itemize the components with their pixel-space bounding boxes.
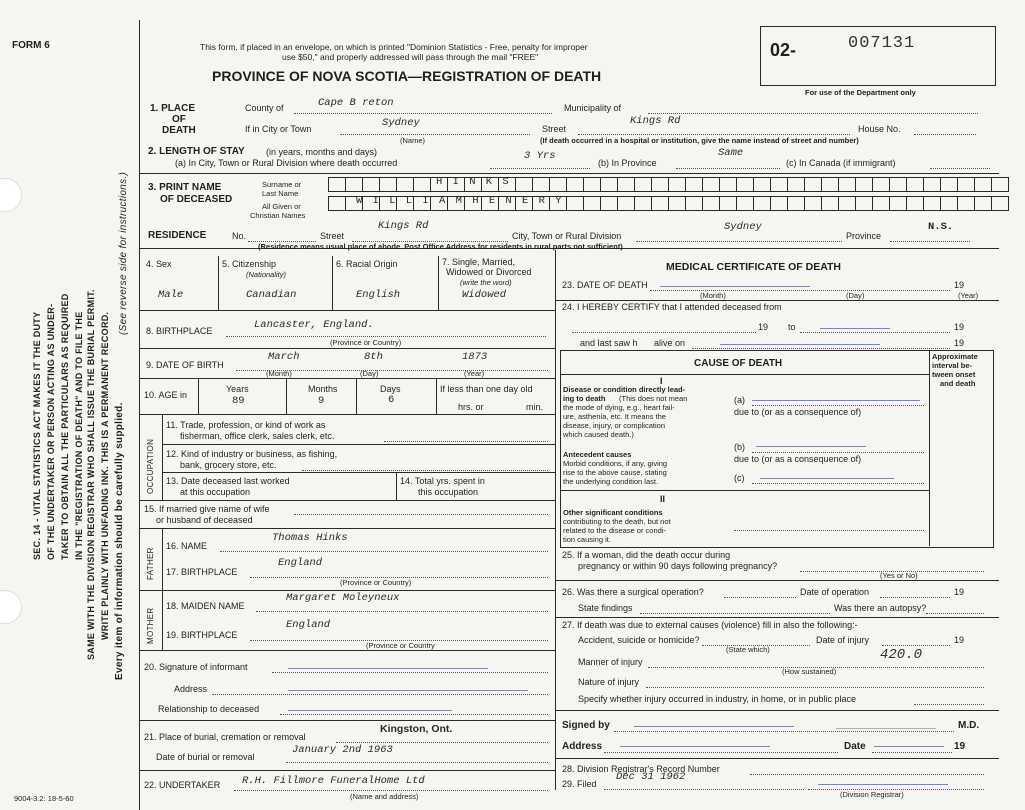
father-name: Thomas Hinks — [272, 532, 348, 544]
age-years: 89 — [232, 395, 245, 407]
name-cell — [872, 196, 890, 211]
age-days: 6 — [388, 394, 395, 406]
name-cell — [583, 196, 601, 211]
dob-label: 9. DATE OF BIRTH — [146, 360, 224, 370]
burial-date-label: Date of burial or removal — [156, 752, 255, 762]
registrar-signature — [818, 772, 948, 785]
house-label: House No. — [858, 124, 901, 134]
name-cell — [600, 196, 618, 211]
q12-label: 12. Kind of industry or business, as fishing, — [166, 449, 338, 459]
months-label: Months — [308, 384, 338, 394]
name-cell — [345, 177, 363, 192]
name-cell — [906, 196, 924, 211]
min-label: min. — [526, 402, 544, 412]
informant-signature — [288, 656, 488, 669]
medical-heading: MEDICAL CERTIFICATE OF DEATH — [666, 261, 841, 273]
name-cell — [940, 196, 958, 211]
q29-label: 29. Filed — [562, 779, 597, 789]
name-cell — [413, 177, 431, 192]
hospital-note: (If death occurred in a hospital or institution, give the name instead of street and number) — [540, 136, 859, 145]
residence-city: Sydney — [724, 221, 762, 233]
stay-b-value: Same — [718, 147, 744, 159]
name-cell — [702, 196, 720, 211]
name-cell — [651, 196, 669, 211]
undertaker-label: 22. UNDERTAKER — [144, 780, 221, 790]
name-cell — [379, 177, 397, 192]
name-cell — [957, 177, 975, 192]
racial-label: 6. Racial Origin — [336, 259, 398, 269]
notice-line: This form, if placed in an envelope, on which is printed "Dominion Statistics - Free, penalty for improper — [200, 42, 588, 52]
disease-label: ing to death — [563, 394, 606, 403]
name-cell — [838, 177, 856, 192]
birthplace-note: (Province or Country) — [330, 338, 402, 347]
name-cell — [804, 177, 822, 192]
name-cell — [668, 196, 686, 211]
side-note: TAKER TO OBTAIN ALL THE PARTICULARS AS REQUIRED — [60, 293, 70, 560]
physician-signature — [634, 714, 794, 727]
name-cell — [668, 177, 686, 192]
name-cell — [617, 196, 635, 211]
interval-heading: tween onset — [932, 370, 976, 379]
occupation-vertical: OCCUPATION — [146, 438, 155, 494]
days-label: Days — [380, 384, 401, 394]
surname-cells — [328, 177, 1008, 192]
signed-year: 19 — [954, 741, 966, 752]
name-cell — [617, 177, 635, 192]
signed-date-handwritten — [874, 734, 944, 747]
mother-maiden-label: 18. MAIDEN NAME — [166, 601, 245, 611]
name-note: (Name) — [400, 136, 426, 145]
physician-stamp — [836, 716, 936, 729]
cause-heading: CAUSE OF DEATH — [694, 358, 783, 369]
name-cell — [753, 196, 771, 211]
city-label: If in City or Town — [245, 124, 312, 134]
registration-number: 007131 — [848, 34, 916, 53]
informant-sig-label: 20. Signature of informant — [144, 662, 248, 672]
stay-note: (in years, months and days) — [266, 147, 378, 157]
certify-to-handwritten — [820, 316, 890, 329]
classification-code: 420.0 — [880, 647, 923, 663]
certify-year: 19 — [758, 322, 769, 332]
marital-label: 7. Single, Married, — [442, 257, 516, 267]
death-day-note: (Day) — [846, 291, 865, 300]
q14-label: 14. Total yrs. spent in — [400, 476, 485, 486]
print-name-label: 3. PRINT NAME — [148, 182, 222, 193]
q13-label: at this occupation — [180, 487, 251, 497]
name-cell — [753, 177, 771, 192]
surname-value: H I N K S — [436, 176, 511, 188]
q11-label: fisherman, office clerk, sales clerk, etc. — [180, 431, 335, 441]
punch-hole — [0, 178, 22, 212]
form-title: PROVINCE OF NOVA SCOTIA—REGISTRATION OF DEATH — [212, 68, 602, 84]
name-cell — [583, 177, 601, 192]
cause-c-handwritten — [760, 466, 894, 479]
name-cell — [787, 177, 805, 192]
stay-a-value: 3 Yrs — [524, 150, 556, 162]
margin-rule — [139, 20, 140, 810]
name-cell — [634, 196, 652, 211]
disease-label: (This does not mean — [619, 394, 688, 403]
name-cell — [549, 177, 567, 192]
alive-label: alive on — [654, 338, 686, 348]
name-cell — [566, 196, 584, 211]
burial-place: Kingston, Ont. — [380, 723, 453, 735]
footer-code: 9004-3.2: 18-5-60 — [14, 794, 74, 803]
burial-date: January 2nd 1963 — [292, 744, 393, 756]
dob-day: 8th — [364, 351, 383, 363]
punch-hole — [0, 590, 22, 624]
residence-note: (Residence means usual place of abode. Post Office Address for residents in rural parts not sufficient) — [258, 242, 623, 251]
name-cell — [685, 196, 703, 211]
given-label: All Given or — [262, 202, 301, 211]
father-birthplace-label: 17. BIRTHPLACE — [166, 567, 238, 577]
filed-date: Dec 31 1962 — [616, 771, 686, 783]
q27-label: 27. If death was due to external causes (violence) fill in also the following:- — [562, 620, 858, 630]
informant-relationship — [288, 698, 452, 711]
county-value: Cape B reton — [318, 97, 394, 109]
marital-value: Widowed — [462, 289, 507, 301]
certify-year-2: 19 — [954, 322, 965, 332]
side-note: OF THE UNDERTAKER OR PERSON ACTING AS UNDER- — [46, 303, 56, 560]
death-month-note: (Month) — [700, 291, 726, 300]
name-cell — [821, 196, 839, 211]
q27-date-label: Date of injury — [816, 635, 870, 645]
name-cell — [736, 177, 754, 192]
q12-label: bank, grocery store, etc. — [180, 460, 277, 470]
q27-specify-label: Specify whether injury occurred in industry, in home, or in public place — [578, 694, 856, 704]
interval-heading: interval be- — [932, 361, 973, 370]
name-cell — [787, 196, 805, 211]
stay-label: 2. LENGTH OF STAY — [148, 146, 245, 157]
municipality-label: Municipality of — [564, 103, 622, 113]
signed-date-label: Date — [844, 741, 866, 752]
county-label: County of — [245, 103, 284, 113]
q27-manner-label: Manner of injury — [578, 657, 643, 667]
name-cell — [719, 177, 737, 192]
name-cell — [906, 177, 924, 192]
side-note: IN THE "REGISTRATION OF DEATH" AND TO FILE THE — [74, 311, 84, 560]
name-cell — [855, 177, 873, 192]
name-cell — [974, 177, 992, 192]
q26-findings-label: State findings — [578, 603, 633, 613]
birthplace-value: Lancaster, England. — [254, 319, 374, 331]
name-cell — [889, 177, 907, 192]
age-months: 9 — [318, 395, 325, 407]
name-cell — [889, 196, 907, 211]
disease-label: Disease or condition directly lead- — [563, 385, 686, 394]
hrs-label: hrs. or — [458, 402, 484, 412]
undertaker-note: (Name and address) — [350, 792, 419, 801]
street-label: Street — [542, 124, 567, 134]
antecedent-label: Morbid conditions, if any, giving — [563, 459, 668, 468]
q26-date-label: Date of operation — [800, 587, 870, 597]
citizenship-label: 5. Citizenship — [222, 259, 277, 269]
md-label: M.D. — [958, 720, 980, 731]
name-cell — [838, 196, 856, 211]
mother-maiden: Margaret Moleyneux — [286, 592, 400, 604]
year-note: (Year) — [464, 369, 485, 378]
sex-label: 4. Sex — [146, 259, 172, 269]
name-cell — [923, 177, 941, 192]
antecedent-label: Antecedent causes — [563, 450, 632, 459]
q14-label: this occupation — [418, 487, 479, 497]
antecedent-label: the underlying condition last. — [563, 477, 659, 486]
residence-province-label: Province — [846, 231, 882, 241]
name-cell — [736, 196, 754, 211]
disease-label: disease, injury, or complication — [563, 421, 665, 430]
racial-value: English — [356, 289, 401, 301]
dob-year: 1873 — [462, 351, 488, 363]
day-note: (Day) — [360, 369, 379, 378]
disease-label: which caused death.) — [563, 430, 634, 439]
antecedent-label: rise to the above cause, stating — [563, 468, 667, 477]
name-cell — [651, 177, 669, 192]
last-saw-handwritten — [720, 332, 880, 345]
cause-c-label: (c) — [734, 473, 745, 483]
burial-place-label: 21. Place of burial, cremation or removal — [144, 732, 306, 742]
informant-address-label: Address — [174, 684, 208, 694]
name-cell — [804, 196, 822, 211]
citizenship-note: (Nationality) — [246, 270, 287, 279]
department-note: For use of the Department only — [805, 88, 916, 97]
cause-a-label: (a) — [734, 395, 745, 405]
other-label: contributing to the death, but not — [563, 517, 671, 526]
residence-street-label: Street — [320, 231, 345, 241]
surname-label: Last Name — [262, 189, 299, 198]
q27-accident-label: Accident, suicide or homicide? — [578, 635, 700, 645]
disease-label: ure, asthenia, etc. It means the — [563, 412, 666, 421]
father-name-label: 16. NAME — [166, 541, 208, 551]
form-number: FORM 6 — [12, 40, 50, 51]
stay-c-label: (c) In Canada (if immigrant) — [786, 158, 896, 168]
name-cell — [634, 177, 652, 192]
name-cell — [532, 177, 550, 192]
cause-a-handwritten — [752, 388, 920, 401]
cause-b-handwritten — [756, 434, 866, 447]
marital-label: Widowed or Divorced — [446, 267, 532, 277]
mother-birthplace-label: 19. BIRTHPLACE — [166, 630, 238, 640]
registration-prefix: 02- — [770, 40, 797, 60]
certify-to: to — [788, 322, 796, 332]
q26-year: 19 — [954, 587, 965, 597]
residence-no-label: No. — [232, 231, 247, 241]
q26-autopsy-label: Was there an autopsy? — [834, 603, 927, 613]
residence-city-label: City, Town or Rural Division — [512, 231, 622, 241]
name-cell — [991, 177, 1009, 192]
side-note-instruction: Every item of information should be carefully supplied. — [114, 402, 125, 680]
other-label: related to the disease or condi- — [563, 526, 666, 535]
due-to-label: due to (or as a consequence of) — [734, 454, 862, 464]
other-label: Other significant conditions — [563, 508, 663, 517]
mother-birthplace: England — [286, 619, 331, 631]
name-cell — [685, 177, 703, 192]
name-cell — [328, 177, 346, 192]
q28-label: 28. Division Registrar's Record Number — [562, 764, 720, 774]
division-registrar-note: (Division Registrar) — [840, 790, 904, 799]
surname-label: Surname or — [262, 180, 302, 189]
q25-label: pregnancy or within 90 days following pregnancy? — [578, 561, 778, 571]
spouse-label: or husband of deceased — [156, 515, 253, 525]
disease-label: the mode of dying, e.g., heart fail- — [563, 403, 675, 412]
last-saw-label: and last saw h — [580, 338, 638, 348]
certify-label: 24. I HEREBY CERTIFY that I attended deceased from — [562, 302, 782, 312]
name-cell — [855, 196, 873, 211]
side-note: SEC. 14 - VITAL STATISTICS ACT MAKES IT THE DUTY — [32, 311, 42, 560]
month-note: (Month) — [266, 369, 292, 378]
interval-heading: Approximate — [932, 352, 978, 361]
age-label: 10. AGE in — [144, 390, 188, 400]
name-cell — [719, 196, 737, 211]
name-cell — [821, 177, 839, 192]
death-date-label: 23. DATE OF DEATH — [562, 280, 648, 290]
name-cell — [991, 196, 1009, 211]
residence-street: Kings Rd — [378, 220, 429, 232]
name-cell — [702, 177, 720, 192]
name-cell — [770, 196, 788, 211]
q27-nature-label: Nature of injury — [578, 677, 640, 687]
side-note-reverse: (See reverse side for instructions.) — [118, 171, 129, 335]
due-to-label: due to (or as a consequence of) — [734, 407, 862, 417]
city-value: Sydney — [382, 117, 420, 129]
years-label: Years — [226, 384, 249, 394]
name-cell — [328, 196, 346, 211]
name-cell — [770, 177, 788, 192]
father-vertical: FATHER — [146, 547, 155, 580]
father-birthplace-note: (Province or Country) — [340, 578, 412, 587]
last-saw-year: 19 — [954, 338, 965, 348]
place-label: OF — [172, 114, 186, 125]
signed-address-label: Address — [562, 741, 603, 752]
name-cell — [566, 177, 584, 192]
name-cell — [872, 177, 890, 192]
given-value: W I L L I A M H E N E R Y — [356, 195, 564, 207]
notice-line: use $50," and properly addressed will pass through the mail "FREE" — [282, 52, 539, 62]
signed-by-label: Signed by — [562, 720, 610, 731]
name-cell — [923, 196, 941, 211]
print-name-label: OF DECEASED — [160, 194, 233, 205]
name-cell — [957, 196, 975, 211]
stay-a-label: (a) In City, Town or Rural Division where death occurred — [175, 158, 398, 168]
q27-how-note: (How sustained) — [782, 667, 837, 676]
side-note: SAME WITH THE DIVISION REGISTRAR WHO SHALL ISSUE THE BURIAL PERMIT. — [86, 289, 96, 660]
death-date-year-prefix: 19 — [954, 280, 965, 290]
q25-yes-no: (Yes or No) — [880, 571, 918, 580]
mother-birthplace-note: (Province or Country — [366, 641, 435, 650]
death-year-note: (Year) — [958, 291, 979, 300]
stay-b-label: (b) In Province — [598, 158, 657, 168]
residence-province: N.S. — [928, 221, 954, 233]
name-cell — [974, 196, 992, 211]
q13-label: 13. Date deceased last worked — [166, 476, 290, 486]
part-1: I — [660, 376, 663, 386]
name-cell — [600, 177, 618, 192]
part-2: II — [660, 494, 666, 504]
name-cell — [396, 177, 414, 192]
mother-vertical: MOTHER — [146, 607, 155, 644]
q27-state-note: (State which) — [726, 645, 770, 654]
sex-value: Male — [158, 289, 184, 301]
relationship-label: Relationship to deceased — [158, 704, 260, 714]
street-value: Kings Rd — [630, 115, 681, 127]
given-label: Christian Names — [250, 211, 306, 220]
dob-month: March — [268, 351, 300, 363]
marital-note: (write the word) — [460, 278, 512, 287]
side-note: WRITE PLAINLY WITH UNFADING INK. THIS IS A PERMANENT RECORD. — [100, 311, 110, 640]
place-label: DEATH — [162, 125, 196, 136]
q11-label: 11. Trade, profession, or kind of work as — [166, 420, 326, 430]
death-date-handwritten — [660, 274, 810, 287]
name-cell — [515, 177, 533, 192]
other-label: tion causing it. — [563, 535, 611, 544]
undertaker-value: R.H. Fillmore FuneralHome Ltd — [242, 775, 425, 787]
column-rule — [555, 250, 556, 790]
residence-label: RESIDENCE — [148, 230, 207, 241]
q25-label: 25. If a woman, did the death occur during — [562, 550, 731, 560]
place-label: 1. PLACE — [150, 103, 196, 114]
name-cell — [940, 177, 958, 192]
q27-year: 19 — [954, 635, 965, 645]
cause-b-label: (b) — [734, 442, 745, 452]
interval-heading: and death — [940, 379, 976, 388]
informant-address — [288, 678, 528, 691]
lt-day-label: If less than one day old — [440, 384, 533, 394]
physician-address — [620, 734, 770, 747]
spouse-label: 15. If married give name of wife — [144, 504, 270, 514]
q26-label: 26. Was there a surgical operation? — [562, 587, 704, 597]
birthplace-label: 8. BIRTHPLACE — [146, 326, 213, 336]
father-birthplace: England — [278, 557, 323, 569]
name-cell — [362, 177, 380, 192]
citizenship-value: Canadian — [246, 289, 297, 301]
